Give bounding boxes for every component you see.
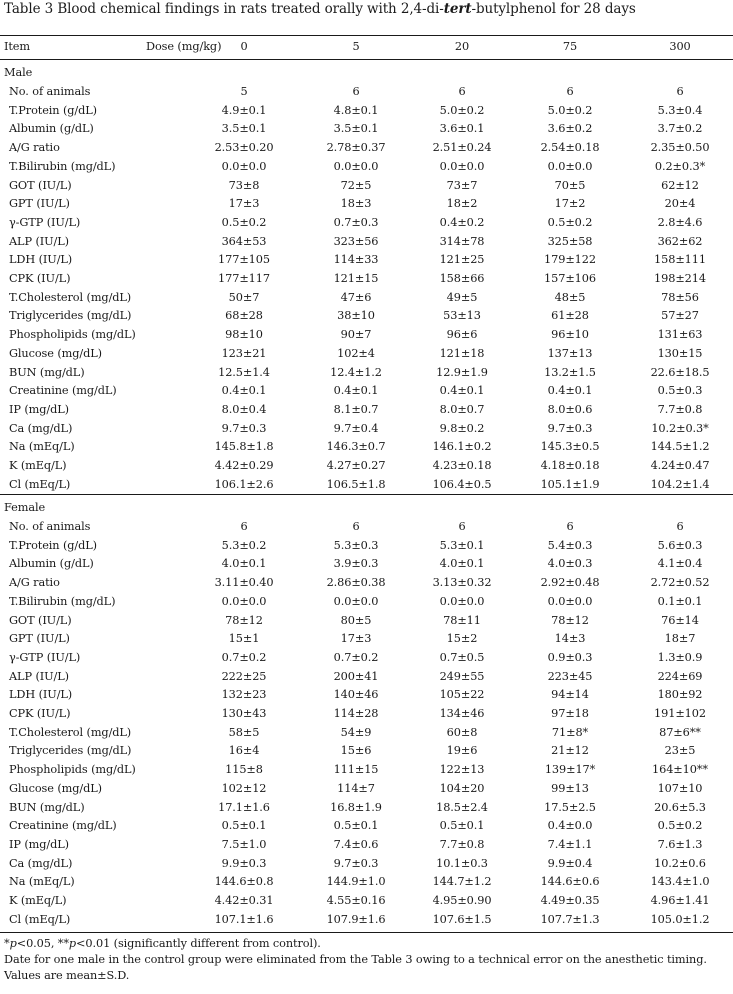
table-cell: 6 [352, 520, 360, 533]
table-cell: 2.78±0.37 [326, 141, 386, 155]
group-separator-rule [0, 494, 733, 495]
table-cell: 106.5±1.8 [326, 477, 386, 491]
table-cell: 0.5±0.2 [221, 215, 267, 229]
table-cell: 9.7±0.4 [333, 421, 379, 435]
row-item-label: BUN (mg/dL) [9, 800, 85, 814]
header-dose-label: Dose (mg/kg) [146, 40, 222, 53]
table-cell: 3.5±0.1 [333, 122, 379, 136]
table-cell: 9.7±0.3 [333, 856, 379, 870]
table-cell: 0.4±0.1 [221, 384, 267, 398]
table-cell: 7.4±0.6 [333, 837, 379, 851]
table-cell: 23±5 [664, 744, 696, 758]
row-item-label: No. of animals [9, 520, 91, 533]
table-cell: 2.51±0.24 [432, 141, 492, 155]
table-title [4, 1, 636, 17]
table-cell: 22.6±18.5 [650, 365, 710, 379]
table-cell: 97±18 [551, 707, 589, 720]
table-cell: 17±3 [228, 197, 260, 211]
table-cell: 5.0±0.2 [547, 103, 593, 117]
table-cell: 200±41 [333, 669, 379, 683]
table-cell: 4.27±0.27 [326, 459, 386, 472]
row-item-label: ALP (IU/L) [9, 234, 69, 248]
table-cell: 2.35±0.50 [650, 141, 710, 155]
table-cell: 143.4±1.0 [650, 875, 710, 889]
table-cell: 102±4 [337, 346, 375, 360]
table-cell: 180±92 [657, 688, 703, 702]
table-cell: 0.0±0.0 [333, 594, 379, 608]
table-cell: 191±102 [654, 707, 706, 720]
table-cell: 16±4 [228, 744, 260, 758]
table-cell: 7.7±0.8 [657, 402, 703, 416]
table-cell: 5.3±0.2 [221, 538, 267, 552]
table-cell: 222±25 [221, 669, 267, 683]
table-cell: 121±15 [333, 272, 379, 285]
row-item-label: Ca (mg/dL) [9, 856, 73, 870]
row-item-label: Triglycerides (mg/dL) [9, 309, 132, 323]
table-cell: 20.6±5.3 [654, 800, 706, 814]
table-cell: 4.24±0.47 [650, 459, 710, 472]
table-cell: 4.0±0.3 [547, 557, 593, 571]
table-cell: 158±111 [654, 253, 706, 267]
table-cell: 54±9 [340, 725, 372, 739]
row-item-label: ALP (IU/L) [9, 669, 69, 683]
title-suffix: -butylphenol for 28 days [471, 1, 636, 17]
table-cell: 5.3±0.4 [657, 103, 703, 117]
table-cell: 98±10 [225, 328, 263, 342]
table-cell: 9.9±0.4 [547, 856, 593, 870]
table-cell: 106.4±0.5 [432, 477, 492, 491]
table-cell: 5.4±0.3 [547, 538, 593, 552]
row-item-label: Na (mEq/L) [9, 440, 75, 454]
table-cell: 4.18±0.18 [540, 459, 600, 472]
table-cell: 0.7±0.5 [439, 650, 485, 664]
row-item-label: T.Bilirubin (mg/dL) [9, 594, 116, 608]
table-cell: 4.0±0.1 [221, 557, 267, 571]
table-cell: 115±8 [225, 763, 263, 777]
table-cell: 5 [240, 85, 248, 98]
table-cell: 78±12 [551, 613, 589, 627]
table-cell: 223±45 [547, 669, 593, 683]
table-cell: 96±6 [446, 328, 478, 342]
table-cell: 5.0±0.2 [439, 103, 485, 117]
row-item-label: Ca (mg/dL) [9, 421, 73, 435]
table-cell: 145.3±0.5 [540, 440, 600, 454]
table-cell: 6 [240, 520, 248, 533]
table-cell: 8.0±0.7 [439, 402, 485, 416]
table-cell: 0.0±0.0 [221, 159, 267, 173]
table-cell: 6 [566, 520, 574, 533]
table-cell: 0.5±0.3 [657, 384, 703, 398]
table-cell: 3.5±0.1 [221, 122, 267, 136]
table-cell: 10.2±0.3* [651, 421, 709, 435]
table-cell: 4.95±0.90 [432, 894, 492, 907]
row-item-label: T.Protein (g/dL) [9, 103, 97, 117]
table-cell: 6 [458, 85, 466, 98]
row-item-label: Cl (mEq/L) [9, 477, 71, 491]
table-cell: 73±8 [228, 178, 260, 192]
table-cell: 90±7 [340, 328, 372, 342]
table-cell: 139±17* [544, 763, 596, 777]
table-cell: 132±23 [221, 688, 267, 702]
table-cell: 4.42±0.31 [214, 894, 274, 907]
row-item-label: LDH (IU/L) [9, 253, 73, 267]
table-cell: 2.53±0.20 [214, 141, 274, 155]
table-cell: 80±5 [340, 613, 372, 627]
table-cell: 177±117 [218, 272, 270, 285]
row-item-label: Na (mEq/L) [9, 875, 75, 889]
table-cell: 17.5±2.5 [544, 800, 596, 814]
table-cell: 0.9±0.3 [547, 650, 593, 664]
table-cell: 4.9±0.1 [221, 103, 267, 117]
table-cell: 13.2±1.5 [544, 365, 596, 379]
table-cell: 107±10 [657, 781, 703, 795]
row-item-label: Phospholipids (mg/dL) [9, 763, 136, 777]
table-cell: 60±8 [446, 725, 478, 739]
table-cell: 6 [676, 85, 684, 98]
table-cell: 73±7 [446, 178, 478, 192]
table-cell: 7.7±0.8 [439, 837, 485, 851]
title-prefix: Table 3 Blood chemical findings in rats treated orally with 2,4-di- [4, 1, 444, 17]
table-cell: 15±2 [446, 632, 478, 646]
table-cell: 4.0±0.1 [439, 557, 485, 571]
table-cell: 17.1±1.6 [218, 800, 270, 814]
row-item-label: Phospholipids (mg/dL) [9, 328, 136, 342]
table-cell: 68±28 [225, 309, 263, 323]
table-cell: 224±69 [657, 669, 703, 683]
table-cell: 9.7±0.3 [221, 421, 267, 435]
footnote-p: p [68, 937, 77, 950]
table-cell: 144.5±1.2 [650, 440, 710, 454]
table-cell: 47±6 [340, 290, 372, 304]
table-cell: 0.5±0.1 [333, 819, 379, 833]
table-cell: 72±5 [340, 178, 372, 192]
table-cell: 3.6±0.1 [439, 122, 485, 136]
table-cell: 49±5 [446, 290, 478, 304]
header-dose: 20 [454, 40, 470, 53]
table-cell: 71±8* [551, 725, 589, 739]
table-cell: 18±7 [664, 632, 696, 646]
table-cell: 114±28 [333, 707, 379, 720]
table-cell: 0.5±0.1 [221, 819, 267, 833]
table-cell: 6 [566, 85, 574, 98]
table-cell: 12.5±1.4 [218, 365, 270, 379]
table-cell: 14±3 [554, 632, 586, 646]
table-cell: 3.11±0.40 [214, 576, 274, 590]
table-cell: 58±5 [228, 725, 260, 739]
row-item-label: GOT (IU/L) [9, 178, 72, 192]
header-dose: 5 [352, 40, 360, 53]
table-cell: 94±14 [551, 688, 589, 702]
header-item: Item [4, 40, 30, 53]
table-cell: 134±46 [439, 707, 485, 720]
table-cell: 1.3±0.9 [657, 650, 703, 664]
table-cell: 121±18 [439, 346, 485, 360]
table-cell: 157±106 [544, 272, 596, 285]
table-cell: 0.2±0.3* [654, 159, 706, 173]
row-item-label: K (mEq/L) [9, 894, 67, 907]
row-item-label: Cl (mEq/L) [9, 912, 71, 926]
table-cell: 111±15 [333, 763, 379, 777]
footnote-note: Date for one male in the control group were eliminated from the Table 3 owing to a technical error on the anesthetic timing. [4, 953, 707, 966]
row-item-label: CPK (IU/L) [9, 707, 71, 720]
table-cell: 18.5±2.4 [436, 800, 488, 814]
table-cell: 362±62 [657, 234, 703, 248]
table-cell: 0.0±0.0 [333, 159, 379, 173]
table-cell: 16.8±1.9 [330, 800, 382, 814]
table-cell: 107.7±1.3 [540, 912, 600, 926]
table-cell: 0.0±0.0 [547, 159, 593, 173]
table-cell: 107.9±1.6 [326, 912, 386, 926]
table-cell: 164±10** [652, 763, 708, 777]
table-cell: 87±6** [659, 725, 701, 739]
table-cell: 140±46 [333, 688, 379, 702]
table-cell: 4.42±0.29 [214, 459, 274, 472]
table-cell: 0.5±0.2 [657, 819, 703, 833]
table-cell: 19±6 [446, 744, 478, 758]
table-cell: 0.4±0.1 [333, 384, 379, 398]
table-cell: 8.0±0.4 [221, 402, 267, 416]
row-item-label: IP (mg/dL) [9, 837, 69, 851]
table-cell: 105.0±1.2 [650, 912, 710, 926]
table-cell: 4.96±1.41 [650, 894, 710, 907]
table-cell: 15±6 [340, 744, 372, 758]
row-item-label: Albumin (g/dL) [9, 557, 94, 571]
table-cell: 3.13±0.32 [432, 576, 492, 590]
table-cell: 102±12 [221, 781, 267, 795]
table-cell: 38±10 [337, 309, 375, 323]
row-item-label: Glucose (mg/dL) [9, 346, 102, 360]
table-cell: 12.4±1.2 [330, 365, 382, 379]
table-cell: 177±105 [218, 253, 270, 267]
table-cell: 6 [458, 520, 466, 533]
table-cell: 5.3±0.1 [439, 538, 485, 552]
table-cell: 0.4±0.2 [439, 215, 485, 229]
table-cell: 0.7±0.2 [221, 650, 267, 664]
row-item-label: Albumin (g/dL) [9, 122, 94, 136]
table-cell: 106.1±2.6 [214, 477, 274, 491]
table-cell: 4.55±0.16 [326, 894, 386, 907]
table-cell: 144.6±0.8 [214, 875, 274, 889]
row-item-label: Triglycerides (mg/dL) [9, 744, 132, 758]
header-rule [0, 59, 733, 60]
table-cell: 0.7±0.3 [333, 215, 379, 229]
footnote-star: * [4, 937, 10, 950]
table-cell: 57±27 [661, 309, 699, 323]
table-cell: 2.54±0.18 [540, 141, 600, 155]
table-cell: 78±12 [225, 613, 263, 627]
footnote-threshold: <0.05, ** [16, 937, 69, 950]
table-cell: 121±25 [439, 253, 485, 267]
table-cell: 15±1 [228, 632, 260, 646]
row-item-label: LDH (IU/L) [9, 688, 73, 702]
table-cell: 122±13 [439, 763, 485, 777]
table-cell: 3.9±0.3 [333, 557, 379, 571]
header-dose: 300 [669, 40, 691, 53]
row-item-label: GPT (IU/L) [9, 197, 70, 211]
row-item-label: T.Protein (g/dL) [9, 538, 97, 552]
table-cell: 0.0±0.0 [439, 159, 485, 173]
row-item-label: T.Cholesterol (mg/dL) [9, 290, 132, 304]
table-cell: 3.7±0.2 [657, 122, 703, 136]
table-cell: 9.7±0.3 [547, 421, 593, 435]
table-cell: 99±13 [551, 781, 589, 795]
row-item-label: A/G ratio [9, 576, 60, 590]
table-cell: 0.0±0.0 [221, 594, 267, 608]
table-cell: 18±2 [446, 197, 478, 211]
footnote-significance [4, 937, 321, 950]
table-cell: 4.49±0.35 [540, 894, 600, 907]
table-cell: 107.1±1.6 [214, 912, 274, 926]
row-item-label: γ-GTP (IU/L) [9, 215, 81, 229]
table-cell: 144.6±0.6 [540, 875, 600, 889]
table-cell: 0.5±0.2 [547, 215, 593, 229]
table-cell: 62±12 [661, 178, 699, 192]
header-dose: 75 [562, 40, 578, 53]
table-cell: 0.4±0.0 [547, 819, 593, 833]
table-cell: 20±4 [664, 197, 696, 211]
table-cell: 105±22 [439, 688, 485, 702]
table-cell: 146.3±0.7 [326, 440, 386, 454]
table-cell: 5.3±0.3 [333, 538, 379, 552]
table-cell: 3.6±0.2 [547, 122, 593, 136]
table-cell: 314±78 [439, 234, 485, 248]
table-cell: 2.72±0.52 [650, 576, 710, 590]
row-item-label: Creatinine (mg/dL) [9, 384, 117, 398]
table-cell: 131±63 [657, 328, 703, 342]
bottom-rule [0, 932, 733, 933]
row-item-label: T.Cholesterol (mg/dL) [9, 725, 132, 739]
row-item-label: K (mEq/L) [9, 459, 67, 472]
row-item-label: GPT (IU/L) [9, 632, 70, 646]
table-cell: 6 [676, 520, 684, 533]
table-cell: 323±56 [333, 234, 379, 248]
row-item-label: BUN (mg/dL) [9, 365, 85, 379]
table-cell: 18±3 [340, 197, 372, 211]
row-item-label: Creatinine (mg/dL) [9, 819, 117, 833]
table-cell: 0.4±0.1 [439, 384, 485, 398]
table-cell: 48±5 [554, 290, 586, 304]
table-cell: 0.0±0.0 [547, 594, 593, 608]
table-cell: 17±3 [340, 632, 372, 646]
table-cell: 78±11 [443, 613, 481, 627]
group-label: Female [4, 501, 46, 514]
table-cell: 8.0±0.6 [547, 402, 593, 416]
table-cell: 114±33 [333, 253, 379, 267]
table-cell: 146.1±0.2 [432, 440, 492, 454]
table-cell: 10.1±0.3 [436, 856, 488, 870]
table-cell: 145.8±1.8 [214, 440, 274, 454]
table-cell: 7.6±1.3 [657, 837, 703, 851]
table-cell: 137±13 [547, 346, 593, 360]
table-cell: 0.7±0.2 [333, 650, 379, 664]
table-cell: 0.5±0.1 [439, 819, 485, 833]
header-dose: 0 [240, 40, 248, 53]
table-cell: 17±2 [554, 197, 586, 211]
table-cell: 114±7 [337, 781, 375, 795]
group-label: Male [4, 66, 33, 79]
row-item-label: No. of animals [9, 85, 91, 98]
footnote-p: p [9, 937, 17, 950]
table-cell: 2.86±0.38 [326, 576, 386, 590]
footnote-threshold: <0.01 (significantly different from control). [76, 937, 321, 950]
table-cell: 158±66 [439, 272, 485, 285]
top-rule [0, 35, 733, 36]
table-cell: 7.4±1.1 [547, 837, 593, 851]
table-cell: 144.9±1.0 [326, 875, 386, 889]
table-cell: 50±7 [228, 290, 260, 304]
footnote-values: Values are mean±S.D. [4, 969, 130, 982]
table-cell: 144.7±1.2 [432, 875, 492, 889]
table-cell: 6 [352, 85, 360, 98]
row-item-label: GOT (IU/L) [9, 613, 72, 627]
table-cell: 8.1±0.7 [333, 402, 379, 416]
table-cell: 2.92±0.48 [540, 576, 600, 590]
table-cell: 10.2±0.6 [654, 856, 706, 870]
row-item-label: T.Bilirubin (mg/dL) [9, 159, 116, 173]
table-cell: 7.5±1.0 [221, 837, 267, 851]
table-cell: 364±53 [221, 234, 267, 248]
table-cell: 96±10 [551, 328, 589, 342]
table-cell: 21±12 [551, 744, 589, 758]
table-cell: 0.1±0.1 [657, 594, 703, 608]
table-cell: 61±28 [551, 309, 589, 323]
table-cell: 53±13 [443, 309, 481, 323]
table-cell: 179±122 [544, 253, 596, 267]
table-cell: 104±20 [439, 781, 485, 795]
row-item-label: γ-GTP (IU/L) [9, 650, 81, 664]
table-cell: 104.2±1.4 [650, 477, 710, 491]
table-cell: 4.8±0.1 [333, 103, 379, 117]
table-cell: 107.6±1.5 [432, 912, 492, 926]
table-cell: 78±56 [661, 290, 699, 304]
table-cell: 105.1±1.9 [540, 477, 600, 491]
row-item-label: CPK (IU/L) [9, 272, 71, 285]
table-cell: 76±14 [661, 613, 699, 627]
table-cell: 0.0±0.0 [439, 594, 485, 608]
table-cell: 123±21 [221, 346, 267, 360]
title-italic: tert [443, 1, 472, 17]
table-cell: 12.9±1.9 [436, 365, 488, 379]
table-cell: 4.1±0.4 [657, 557, 703, 571]
table-cell: 198±214 [654, 272, 706, 285]
row-item-label: Glucose (mg/dL) [9, 781, 102, 795]
table-cell: 70±5 [554, 178, 586, 192]
table-cell: 4.23±0.18 [432, 459, 492, 472]
table-cell: 5.6±0.3 [657, 538, 703, 552]
row-item-label: A/G ratio [9, 141, 60, 155]
table-cell: 325±58 [547, 234, 593, 248]
table-cell: 9.9±0.3 [221, 856, 267, 870]
table-cell: 0.4±0.1 [547, 384, 593, 398]
table-cell: 130±43 [221, 707, 267, 720]
table-cell: 9.8±0.2 [439, 421, 485, 435]
row-item-label: IP (mg/dL) [9, 402, 69, 416]
table-cell: 130±15 [657, 346, 703, 360]
table-cell: 249±55 [439, 669, 485, 683]
table-cell: 2.8±4.6 [657, 215, 703, 229]
